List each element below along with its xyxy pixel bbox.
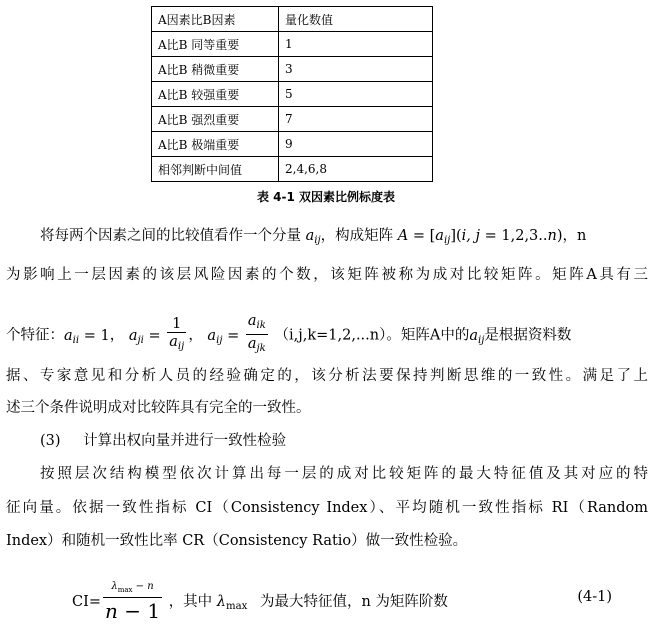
paragraph-line: 将每两个因素之间的比较值看作一个分量 $a_{ij}$，构成矩阵 $A = [a_{ij}](i$, j = 1,2,3..n)，n — [40, 228, 587, 246]
formula-description: ，其中 — [168, 594, 213, 610]
math-fraction-aik-over-ajk: $\frac{a_{ik}}{a_{jk}}$ — [247, 313, 266, 354]
math-matrix-definition: $A = [a_{ij}](i$, j = 1,2,3..n) — [397, 228, 563, 246]
table-cell: A比B 稍微重要 — [152, 57, 279, 82]
table-cell: 7 — [279, 107, 433, 132]
table-caption: 表 4-1 双因素比例标度表 — [256, 190, 396, 204]
scale-table — [151, 6, 433, 182]
table-row — [152, 132, 433, 157]
paragraph-line: 据、专家意见和分析人员的经验确定的，该分析法要保持判断思维的一致性。满足了上 — [6, 368, 648, 384]
table-row — [152, 157, 433, 182]
table-row — [152, 57, 433, 82]
math-aji: $a_{ji}$ = — [128, 327, 161, 346]
table-row — [152, 32, 433, 57]
equation-number: (4-1) — [577, 589, 612, 605]
math-aij: $a_{ij}$ — [469, 327, 485, 346]
section-number: (3) — [40, 433, 61, 449]
formula-lhs: CI= — [72, 594, 101, 610]
table-cell: 3 — [279, 57, 433, 82]
table-header-cell: A因素比B因素 — [152, 7, 279, 32]
paragraph-line: 述三个条件说明成对比较阵具有完全的一致性。 — [6, 400, 311, 416]
math-aij-eq: $a_{ij}$ = — [207, 327, 240, 346]
formula-line — [72, 580, 648, 624]
math-lambda-max: $\lambda_{max}$ — [216, 594, 248, 612]
paragraph-line: 为影响上一层因素的该层风险因素的个数，该矩阵被称为成对比较矩阵。矩阵A具有三 — [6, 267, 648, 283]
table-header-cell: 量化数值 — [279, 7, 433, 32]
table-cell: A比B 较强重要 — [152, 82, 279, 107]
math-aij: $a_{ij}$ — [305, 228, 321, 246]
math-aii: $a_{ii} = 1$ — [64, 327, 110, 346]
table-cell: 相邻判断中间值 — [152, 157, 279, 182]
table-row — [152, 107, 433, 132]
paragraph-line: Index）和随机一致性比率 CR（Consistency Ratio）做一致性检验。 — [6, 533, 468, 549]
table-cell: 9 — [279, 132, 433, 157]
table-cell: 2,4,6,8 — [279, 157, 433, 182]
paragraph-line: 征向量。依据一致性指标 CI（Consistency Index）、平均随机一致性指标 RI（Random — [6, 500, 648, 516]
paragraph-line: 个特征：$a_{ii} = 1$， $a_{ji}$ = $\frac{1}{a_{ij}}$ ， $a_{ij}$ = $\frac{a_{ik}}{a_{jk}}$ （i,j,k=1,2,...n）。矩阵A中的$a_{ij}$是根据资料数 — [6, 313, 648, 358]
table-cell: A比B 强烈重要 — [152, 107, 279, 132]
table-cell: 1 — [279, 32, 433, 57]
math-ci-fraction: $\frac{\lambda_{max} - n}{n - 1}$ — [104, 581, 161, 623]
table-row — [152, 82, 433, 107]
section-heading — [40, 431, 648, 451]
table-cell: 5 — [279, 82, 433, 107]
table-cell: A比B 同等重要 — [152, 32, 279, 57]
table-cell: A比B 极端重要 — [152, 132, 279, 157]
section-title: 计算出权向量并进行一致性检验 — [83, 433, 287, 449]
math-fraction-1-over-aij: $\frac{1}{a_{ij}}$ — [169, 315, 185, 352]
table-header-row — [152, 7, 433, 32]
formula-description: 为最大特征值，n 为矩阵阶数 — [259, 594, 448, 610]
paragraph-line: 按照层次结构模型依次计算出每一层的成对比较矩阵的最大特征值及其对应的特 — [40, 466, 648, 482]
